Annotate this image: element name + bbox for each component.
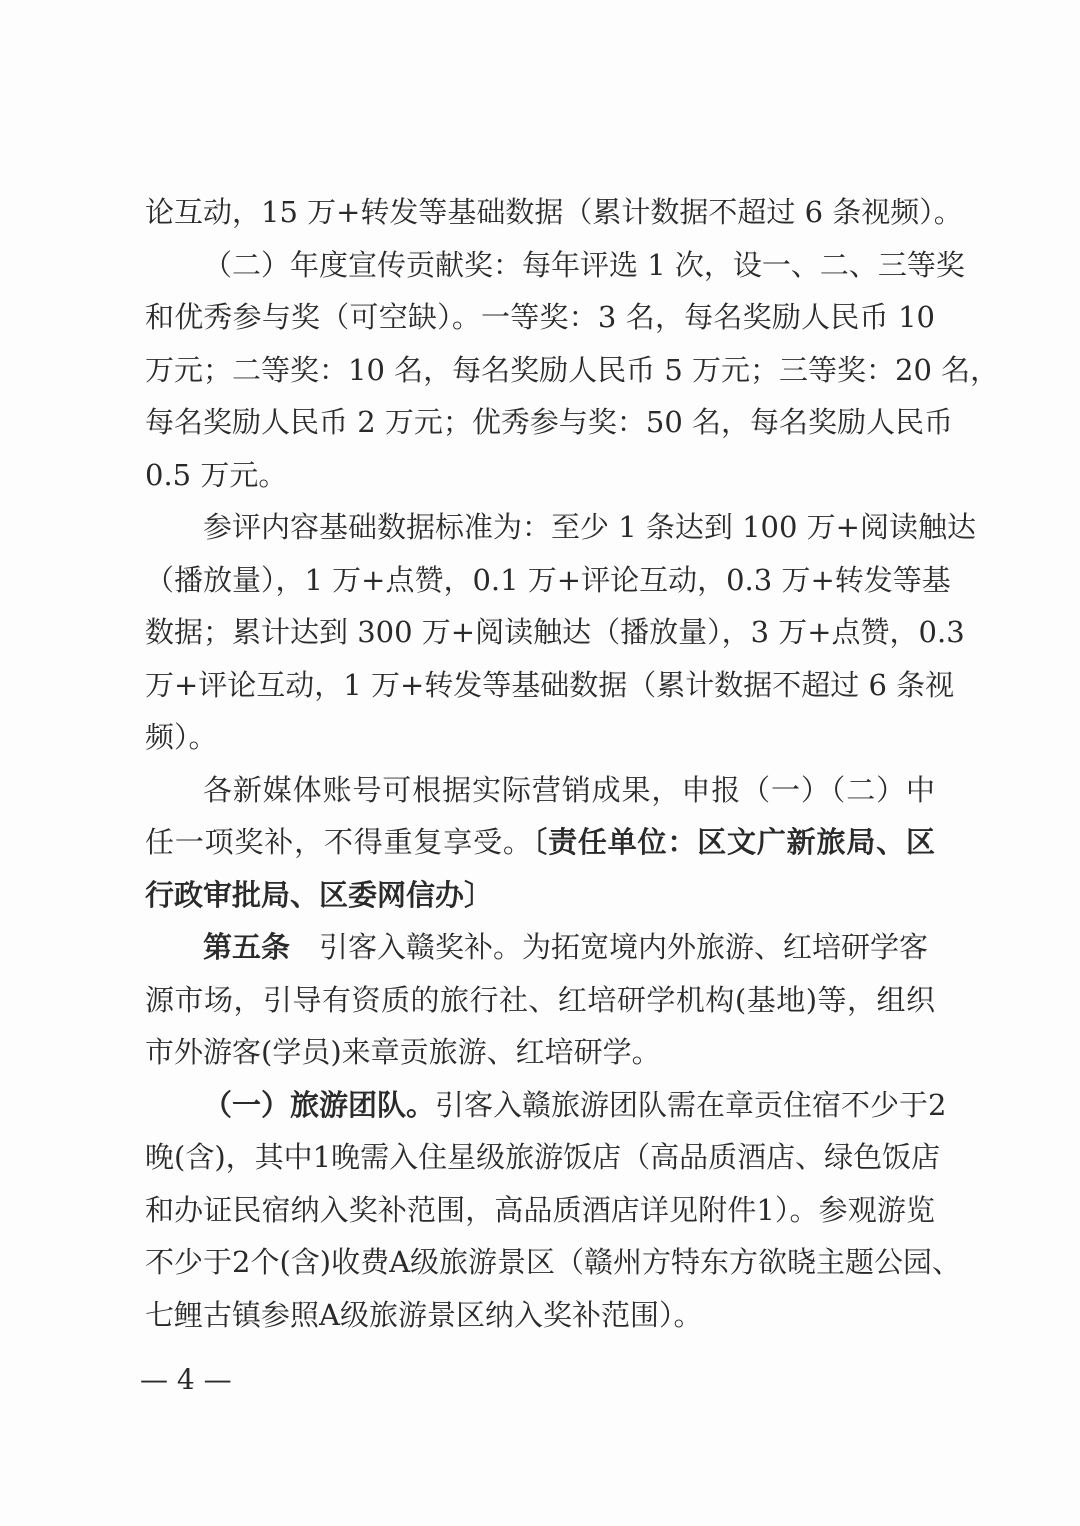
section-heading: （一）旅游团队。 <box>203 1087 436 1122</box>
text-segment: 引客入赣奖补。为拓宽境内外旅游、红培研学客 <box>319 930 929 964</box>
text-line <box>145 1079 947 1132</box>
responsible-unit-continued: 行政审批局、区委网信办〕 <box>145 877 494 912</box>
text-line: 万+评论互动，1 万+转发等基础数据（累计数据不超过 6 条视 <box>145 667 955 702</box>
text-line: 每名奖励人民币 2 万元；优秀参与奖：50 名，每名奖励人民币 <box>145 405 954 439</box>
text-line <box>145 816 935 869</box>
text-line: 论互动，15 万+转发等基础数据（累计数据不超过 6 条视频）。 <box>145 195 963 229</box>
text-line: 数据；累计达到 300 万+阅读触达（播放量），3 万+点赞，0.3 <box>145 615 965 649</box>
document-body <box>145 186 1000 1341</box>
text-line: 不少于2个(含)收费A级旅游景区（赣州方特东方欲晓主题公园、 <box>145 1245 962 1279</box>
text-line: 万元；二等奖：10 名，每名奖励人民币 5 万元；三等奖：20 名， <box>145 352 1000 387</box>
text-line: （播放量），1 万+点赞，0.1 万+评论互动，0.3 万+转发等基 <box>145 562 951 597</box>
text-line <box>145 921 935 974</box>
text-segment: 引客入赣旅游团队需在章贡住宿不少于2 <box>435 1087 947 1122</box>
text-line: 参评内容基础数据标准为：至少 1 条达到 100 万+阅读触达 <box>203 510 976 544</box>
text-segment: 任一项奖补，不得重复享受。 <box>145 825 533 859</box>
text-line: 频）。 <box>145 720 218 754</box>
text-line: 0.5 万元。 <box>145 457 288 492</box>
text-line: 源市场，引导有资质的旅行社、红培研学机构(基地)等，组织 <box>145 982 935 1017</box>
text-line: 晚(含)，其中1晚需入住星级旅游饭店（高品质酒店、绿色饭店 <box>145 1140 941 1174</box>
text-line: 各新媒体账号可根据实际营销成果，申报（一）（二）中 <box>203 772 935 807</box>
page-number: — 4 — <box>140 1363 232 1396</box>
text-line: 和优秀参与奖（可空缺）。一等奖：3 名，每名奖励人民币 10 <box>145 300 935 334</box>
text-line: 市外游客(学员)来章贡旅游、红培研学。 <box>145 1035 661 1069</box>
article-heading: 第五条 <box>203 930 291 964</box>
responsible-unit-label: 〔责任单位：区文广新旅局、区 <box>532 825 935 859</box>
text-line: （二）年度宣传贡献奖：每年评选 1 次，设一、二、三等奖 <box>203 247 965 282</box>
text-line: 和办证民宿纳入奖补范围，高品质酒店详见附件1）。参观游览 <box>145 1192 935 1227</box>
text-line: 七鲤古镇参照A级旅游景区纳入奖补范围）。 <box>145 1297 703 1332</box>
